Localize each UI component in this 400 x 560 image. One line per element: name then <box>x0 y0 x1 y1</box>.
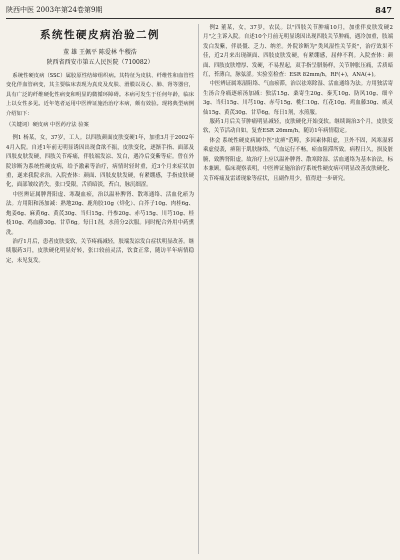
case-1-treatment: 中医辨证属脾肾阳虚、寒凝血瘀，治以温补脾肾、散寒通络、活血化瘀为法。方用阳和汤加减：熟地20g、鹿角胶10g（烊化）、白芥子10g、肉桂6g、炮姜6g、麻黄6g、黄芪30g、当归15g、丹参20g、赤芍15g、川芎10g、桂枝10g、鸡血藤30g、甘草6g。每日1剂，水煎分2次服。同时配合外用中药熏洗。 <box>6 191 194 236</box>
case-2-outcome: 服药1月后关节肿痛明显减轻，皮肤硬化开始变软。继续调治3个月，皮肤变软，关节活动自如，复查ESR 26mm/h，随访1年病情稳定。 <box>203 119 393 135</box>
discussion: 体会 系统性硬皮病属中医"皮痹"范畴，多因素体阳虚，卫外不固，风寒湿邪乘虚侵袭，痹阻于肌肤脉络，气血运行不畅，瘀血阻滞所致。病程日久，损及脏腑，致脾肾阳虚。故治疗上应以温补脾肾、散寒除湿、活血通络为基本治法，标本兼顾。临床观察表明，中医辨证施治治疗系统性硬皮病可明显改善皮肤硬化、关节疼痛及雷诺现象等症状，且副作用少，值得进一步研究。 <box>203 137 393 182</box>
case-2-history: 例2 董某，女，37岁，农民。以"四肢关节肿痛10月，加重伴皮肤发硬2月"之主诉入院。自述10个月前无明显诱因出现四肢关节肿痛，遇冷加重，肢端发白发紫，伴晨僵、乏力、纳差。外院诊断为"类风湿性关节炎"，治疗效果不佳，近2月来出现颜面、四肢皮肤发硬，有紧绷感，屈伸不利。入院查体：颜面、四肢皮肤增厚、发硬，不易捏起，双手指呈腊肠样，关节肿胀压痛，舌质暗红，苔薄白，脉弦涩。实验室检查：ESR 82mm/h，RF(+)，ANA(+)。 <box>203 25 393 79</box>
author-affiliation: 陕西省西安市第五人民医院（710082） <box>46 59 154 66</box>
keywords: （关键词）硬皮病 中医药疗法 验案 <box>6 122 89 129</box>
case-1-outcome: 治疗1月后，患者皮肤变软，关节疼痛减轻，肢端发凉发白症状明显改善。继续服药3月，皮肤硬化明显好转，张口较前灵活，饮食正常，随访半年病情稳定，未见复发。 <box>6 238 194 264</box>
page-number: 847 <box>375 5 392 15</box>
article-title: 系统性硬皮病治验二例 <box>40 29 160 41</box>
author-list: 董 雄 王佩平 陈爱林 牛稷浩 <box>63 49 137 56</box>
column-divider <box>198 24 199 554</box>
case-2-treatment: 中医辨证属寒湿阻络、气血瘀滞，治以祛寒除湿、活血通络为法。方用独活寄生汤合身痛逐瘀汤加减：独活15g、桑寄生20g、秦艽10g、防风10g、细辛3g、当归15g、川芎10g、赤芍15g、桃仁10g、红花10g、鸡血藤30g、威灵仙15g、黄芪30g、甘草6g。每日1剂，水煎服。 <box>203 81 393 116</box>
running-header <box>6 4 394 19</box>
right-column <box>203 24 393 554</box>
left-column <box>6 24 194 554</box>
journal-citation: 陕西中医 2003年第24卷第9期 <box>6 6 103 14</box>
abstract: 系统性硬皮病（SSC）属胶原性结缔组织病。其特征为皮肤、纤维性和血管性变化伴血管病变，其主要临床表现为真皮及皮肤、滑膜以及心、肺、肾等器官，具有广泛的纤维硬化性病变和明显的微循环障碍。本病可发生于任何年龄，临床上以女性多见。近年笔者运用中医辨证施治治疗本病，颇有效验。现将典型病例介绍如下： <box>6 73 194 117</box>
case-1-history: 例1 杨某，女，37岁，工人。以四肢颜面皮肤变硬1年，加重3月于2002年4月入院。自述1年前无明显诱因出现食欲不振，皮肤变化，逐渐手指、面部及四肢皮肤发硬，四肢关节疼痛，伴肢端发凉、发白，遇冷后变紫等症。曾在外院诊断为系统性硬皮病，给予激素等治疗，病情时轻时重，近3个月来症状加重，遂来我院求治。入院查体：颜面、四肢皮肤发硬，有紧绷感，手指皮肤硬化，面部皱纹消失，张口受限，舌质暗淡，苔白，脉沉细涩。 <box>6 135 194 189</box>
